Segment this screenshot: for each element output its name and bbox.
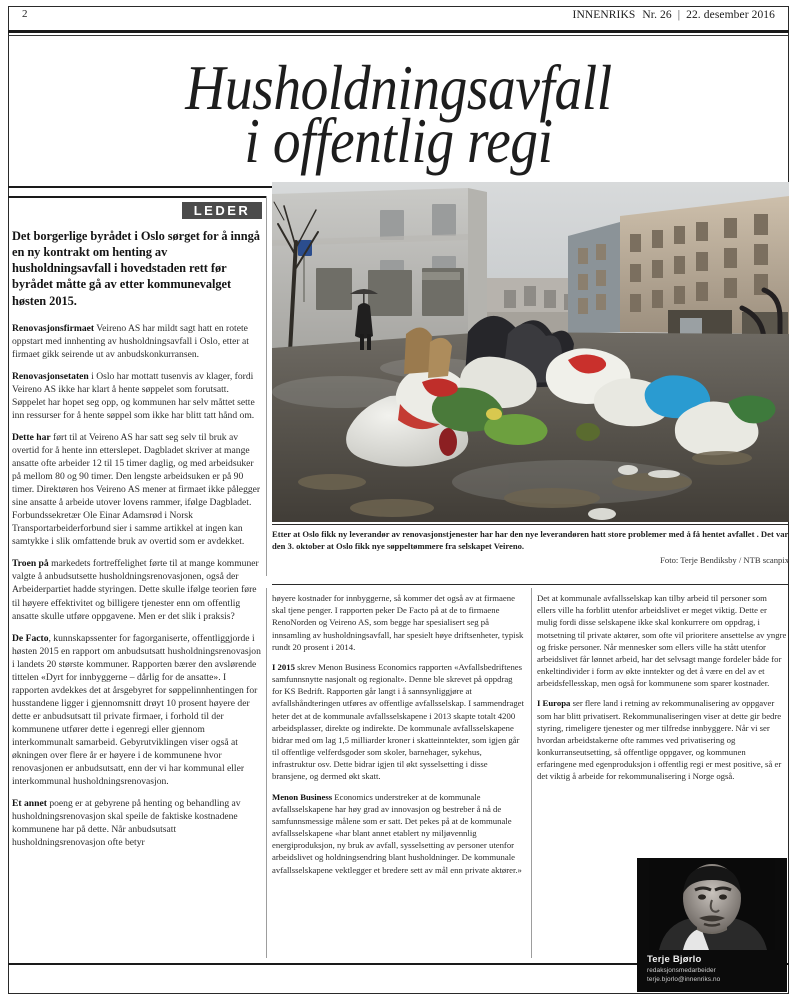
author-portrait <box>649 858 775 950</box>
paragraph-lead-in: De Facto <box>12 632 49 644</box>
masthead-section: INNENRIKS <box>572 9 636 21</box>
editorial-paragraph <box>12 797 262 849</box>
author-name: Terje Bjørlo <box>647 954 702 965</box>
article-paragraph <box>537 697 787 782</box>
paragraph-lead-in: Menon Business <box>272 791 333 802</box>
author-email: terje.bjorlo@innenriks.no <box>647 976 721 983</box>
paragraph-text: høyere kostnader for innbyggerne, så kommer det også av at firmaene skal tjene penger. I rapporten peker De Facto på at de to firmaene RenoNorden og Veireno AS, som begge har spesialisert seg på innsamling av husholdningsavfall, har spesielt høye driftsenheter, typisk rundt 20 prosent i 2014. <box>272 593 524 652</box>
paragraph-text: ser flere land i retning av rekommunalisering av oppgaver som har blitt privatisert. Rekommunaliseringen viser at dette gir bedre styring, rimeligere tjenester og mer tilfredse innbyggere. Når vi ser hvordan arbeidstakerne ofte rammes ved privatisering og konkurranseutsetting, så offentlige oppgaver, og kommunen erfaringene med egenproduksjon i offentlig regi er mest positive, så er det viktig å arbeide for rekommunalisering i Norge også. <box>537 698 782 782</box>
headline-line-2: i offentlig regi <box>244 106 553 177</box>
article-paragraph <box>272 791 524 876</box>
editorial-paragraph <box>12 557 262 622</box>
paragraph-lead-in: I 2015 <box>272 661 295 672</box>
street-garbage-photo <box>272 182 789 522</box>
masthead-date: 22. desember 2016 <box>686 9 775 21</box>
rule-columns-top <box>272 584 789 585</box>
editorial-paragraph <box>12 370 262 422</box>
paragraph-lead-in: Renovasjonsetaten <box>12 370 89 382</box>
paragraph-text: Det at kommunale avfallsselskap kan tilby arbeid til personer som ellers ville ha forblitt utenfor arbeidslivet er meget viktig. Dette er mulig fordi disse selskapene ikke skal konkurrere om oppdrag, i motsetning til private aktører, som ofte vil prioritere ansettelse av yngre og friske personer. Når mennesker som ellers ville ha stått utenfor arbeidslivet får lønnet arbeid, har det selvsagt mange fordeler både for enkeltindivider i form av økte inntekter og det å være en del av et arbeidsfellesskap, men også for kommunene som sparer kostnader. <box>537 593 787 689</box>
photo-credit: Foto: Terje Bendiksby / NTB scanpix <box>660 555 789 566</box>
article-column-1 <box>272 592 524 884</box>
paragraph-lead-in: Et annet <box>12 798 47 810</box>
paragraph-lead-in: Dette har <box>12 431 51 443</box>
paragraph-text: Economics understreker at de kommunale avfallsselskapene har høy grad av innovasjon og bestreber å nå de samfunnsmessige målene som er satt. Det pekes på at de kommunale avfallsselskapene «har blant annet etablert ny miljøvennlig energiproduksjon, ny bruk av avfall, sysselsetting av personer utenfor arbeidslivet og holdningsendring blant husholdninger. De kommunale avfallsselskapene vektlegger et bredere sett av mål enn private aktører.» <box>272 791 522 875</box>
rule-leader-top <box>8 196 267 198</box>
editorial-paragraph <box>12 431 262 548</box>
paragraph-lead-in: Troen på <box>12 558 49 570</box>
article-paragraph <box>537 592 787 689</box>
masthead-separator: | <box>677 9 681 21</box>
page-title <box>0 53 797 177</box>
masthead-rule-thick <box>8 30 789 33</box>
paragraph-text: skrev Menon Business Economics rapporten «Avfallsbedriftenes samfunnsnytte nasjonalt og regionalt». Denne ble skrevet på oppdrag for KS Bedrift. Rapporten går langt i å sannsynliggjøre at avfallshåndteringen utføres av offentlige avfallsselskap. I sammendraget heter det at de kommunale avfallsselskapene i 2013 skapte totalt 4200 arbeidsplasser, direkte og indirekte. De kommunale avfallsselskapene bidrar med om lag 1,5 milliarder kroner i skatteinntekter, som igjen går til offentlige velferdsgoder som skoler, barnehager, sykehus, infrastruktur osv. Dette bidrar igjen til økt sysselsetting i disse bransjene, og dermed økt skatt. <box>272 661 524 782</box>
author-byline-box <box>637 858 787 992</box>
masthead-issue: Nr. 26 <box>642 9 672 21</box>
leder-badge: LEDER <box>182 202 262 219</box>
editorial-paragraph <box>12 322 262 361</box>
paragraph-lead-in: Renovasjonsfirmaet <box>12 322 95 334</box>
article-column-2 <box>537 592 787 791</box>
editorial-paragraph <box>12 632 262 789</box>
article-paragraph <box>272 661 524 783</box>
paragraph-text: poeng er at gebyrene på henting og behandling av husholdningsrenovasjon skal speile de faktiske kostnadene kommunene har på dette. Når anbudsutsatt husholdningsrenovasjon ofte betyr <box>12 798 241 849</box>
vertical-rule-column-2 <box>531 588 532 958</box>
paragraph-lead-in: I Europa <box>537 698 571 709</box>
author-role: redaksjonsmedarbeider <box>647 967 716 974</box>
vertical-rule-column-1 <box>266 588 267 958</box>
caption-text: Etter at Oslo fikk ny leverandør av renovasjonstjenester har har den nye leverandøren hatt store problemer med å få hentet avfallet . Det var den 3. oktober at Oslo fikk nye søppeltømmere fra selskapet Veireno. <box>272 529 789 552</box>
masthead-section-line <box>573 9 775 21</box>
headline-line-1: Husholdningsavfall <box>185 53 612 124</box>
masthead-rule-thin <box>8 35 789 36</box>
paragraph-text: i Oslo har mottatt tusenvis av klager, fordi Veireno AS ikke har klart å hente søppelet som forutsatt. Søppelet har hopet seg opp, og kommunen har selv måttet sette inn ressurser for å hente søppel som ikke har blitt tatt hånd om. <box>12 370 255 421</box>
editorial-column <box>12 228 262 858</box>
vertical-rule-leader <box>266 196 267 576</box>
editorial-lead: Det borgerlige byrådet i Oslo sørget for å inngå en ny kontrakt om henting av husholdningsavfall i hovedstaden rett før byrådet måtte gå av etter kommunevalget høsten 2015. <box>12 229 260 308</box>
author-meta <box>647 954 783 983</box>
article-paragraph <box>272 592 524 653</box>
paragraph-text: ført til at Veireno AS har satt seg selv til bruk av overtid for å hente inn etterslepet. Dagbladet skriver at mange ansatte ofte arbeider 12 til 15 timer daglig, og med arbeidsuker på mellom 80 og 90 timer. Den lengste arbeidsuken er på 90 timer. Direktøren hos Veireno AS mener at firmaet ikke pålegger sine ansatte å arbeide utover lovens rammer, ifølge Dagbladet. Forbundssekretær Ole Einar Adamsrød i Norsk Transportarbeiderforbund sier i samme artikkel at ingen kan samtykke i slik omfattende bruk av overtid som er avdekket. <box>12 431 261 548</box>
photo-caption <box>272 528 789 567</box>
page-number: 2 <box>22 8 28 20</box>
rule-caption-top <box>272 524 789 525</box>
paragraph-text: , kunnskapssenter for fagorganiserte, offentliggjorde i høsten 2015 en rapport om anbudsutsatt husholdningsrenovasjon i landets 20 største kommuner. Rapporten bærer den avslørende tittelen «Dyrt for innbyggerne – dårlig for de ansatte». I rapporten avdekkes det at årsgebyret for søppelinnhentingen for husstandene ligger i gjennomsnitt drøyt 10 prosent høyere der dette er anbudsutsatt til private firmaer, i forhold til der kommunene utfører dette i egenregi eller gjennom interkommunalt samarbeid. Gebyrutviklingen viser også at økningen over flere år er høyere i de kommunene hvor renovasjonen er anbudsutsatt, enn der vi har kommunal eller interkommunal husholdningsrenovasjon. <box>12 632 261 788</box>
paragraph-text: markedets fortreffelighet førte til at mange kommuner valgte å anbudsutsette husholdningsrenovasjonen, også der Arbeiderpartiet hadde styringen. Dette skulle ifølge teorien føre til høyere effektivitet og billigere tjenester enn om offentlig ansatte skulle utføre oppgavene. Men er det slik i praksis? <box>12 558 259 622</box>
paragraph-text: Veireno AS har mildt sagt hatt en rotete oppstart med innhenting av husholdningsavfall i Oslo, etter at firmaet gikk seirende ut av anbudskonkurransen. <box>12 322 249 360</box>
